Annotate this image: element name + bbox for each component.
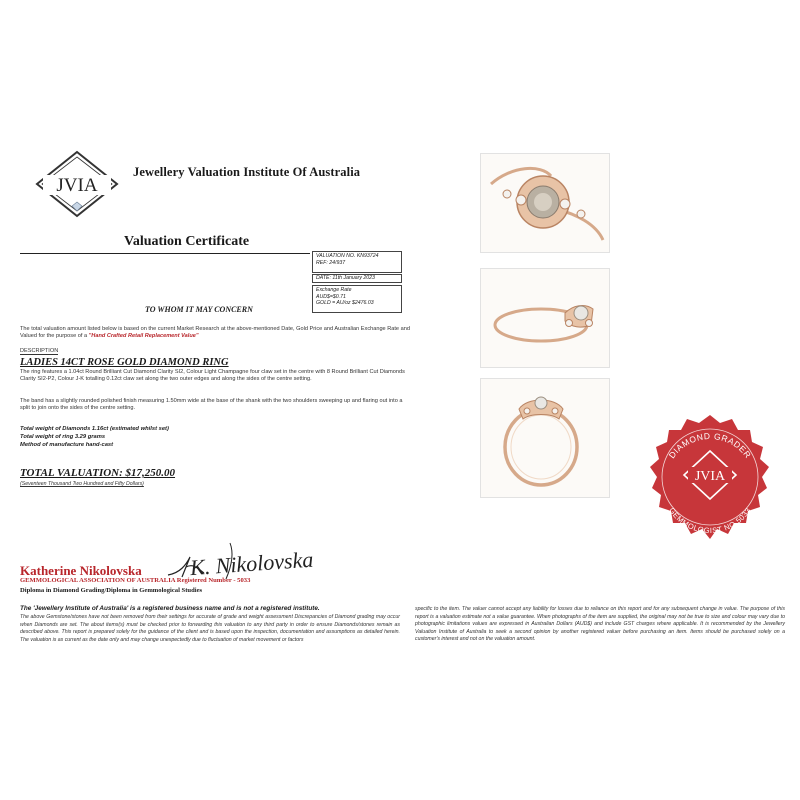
gemmologist-seal xyxy=(640,413,780,553)
diamond-weight: Total weight of Diamonds 1.16ct (estimated whilst set) xyxy=(20,426,169,432)
intro-highlight: "Hand Crafted Retail Replacement Value" xyxy=(88,333,199,340)
valuation-ref-box xyxy=(312,251,402,273)
seal-center-text: JVIA xyxy=(694,469,726,484)
ring-front-view-image xyxy=(481,379,610,498)
intro-body: The total valuation amount listed below is based on the current Market Research at the above-mentioned Date, Gold Price and Australian Exchange Rate and Valued for the purpose of a xyxy=(20,326,410,340)
org-name: Jewellery Valuation Institute Of Australia xyxy=(133,165,361,179)
manufacture-method: Method of manufacture hand-cast xyxy=(20,442,114,448)
total-valuation-words: (Seventeen Thousand Two Hundred and Fifty Dollars) xyxy=(20,481,144,487)
intro-text xyxy=(20,326,412,341)
ring-photo-front xyxy=(480,378,610,498)
exchange-rate-value: AUD$=$0.71 xyxy=(316,293,346,300)
logo-text: JVIA xyxy=(56,175,98,196)
ring-top-view-image xyxy=(481,154,610,253)
ring-weight: Total weight of ring 3.29 grams xyxy=(20,434,106,440)
exchange-rate-box xyxy=(312,285,402,313)
ring-side-view-image xyxy=(481,269,610,368)
gold-rate-value: GOLD = AU/oz $2476.03 xyxy=(316,300,374,307)
disclaimer-right: specific to the item. The valuer cannot accept any liability for losses due to reliance on this report and for any subsequent change in value. The purpose of this report is a valuation estimate not a value guarantee. When photographs of the item are supplied, the original may not be true to size and colour may vary due to photographic limitations values are expressed in Australian Dollars (AUD$) and include GST charges where applicable. It is recommended by the Jewellery Valuation Institute of Australia to seek a second opinion by another registered valuer before purchasing an item. Items should be purchased solely on a customer's interest and not on the valuation amount. xyxy=(415,606,785,643)
ring-title: LADIES 14CT ROSE GOLD DIAMOND RING xyxy=(20,357,229,368)
salutation: TO WHOM IT MAY CONCERN xyxy=(145,305,253,314)
disclaimer-heading: The 'Jewellery Institute of Australia' is a registered business name and is not a registered institute. xyxy=(20,605,320,612)
total-valuation: TOTAL VALUATION: $17,250.00 xyxy=(20,467,176,479)
description-paragraph-2: The band has a slightly rounded polished finish measuring 1.50mm wide at the base of the shank with the two shoulders sweeping up and flaring out into a split to join onto the sides of the centre setting. xyxy=(20,398,403,412)
ring-photo-side xyxy=(480,268,610,368)
description-label: DESCRIPTION xyxy=(20,348,59,354)
valuation-date: DATE: 11th January 2023 xyxy=(316,275,375,281)
jvia-logo xyxy=(33,150,121,220)
ref-number: REF: 24/937 xyxy=(316,259,346,266)
ring-photo-top xyxy=(480,153,610,253)
svg-text:K. Nikolovska: K. Nikolovska xyxy=(189,546,315,581)
description-paragraph-1: The ring features a 1.04ct Round Brilliant Cut Diamond Clarity SI2, Colour Light Champagne four claw set in the centre with 8 Round Brilliant Cut Diamonds Clarity SI2-P2, Colour J-K totalling 0.12ct claw set along the two outer edges and along the sides of the centre setting. xyxy=(20,369,405,383)
certificate-title: Valuation Certificate xyxy=(124,234,250,249)
date-box xyxy=(312,274,402,283)
signer-name: Katherine Nikolovska xyxy=(20,563,142,578)
seal-bottom-text: GEMMOLOGIST NO.5033 xyxy=(667,505,753,536)
valuation-number: VALUATION NO. KN93724 xyxy=(316,253,379,259)
exchange-rate-label: Exchange Rate xyxy=(316,287,352,293)
association-line: GEMMOLOGICAL ASSOCIATION OF AUSTRALIA Registered Number - 5033 xyxy=(20,577,251,584)
title-divider xyxy=(20,253,310,254)
disclaimer-left: The above Gemstone/stones have not been removed from their settings for accurate of grade and weight assessment Discrepancies of Diamond grading may occur when Diamonds are set. The about items(s) must be checked prior to forwarding this valuation to any third party in order to ensure Diamonds/stones remain as described above. This report is prepared solely for the guidance of the client and is based upon the inspection, documentation and assumptions as detailed herein. The valuation is as current as the date only and may change unexpectedly due to fluctuation of market movement or factors xyxy=(20,614,400,643)
diploma-line: Diploma in Diamond Grading/Diploma in Gemmological Studies xyxy=(20,587,203,594)
seal-top-text: DIAMOND GRADER xyxy=(666,430,754,461)
